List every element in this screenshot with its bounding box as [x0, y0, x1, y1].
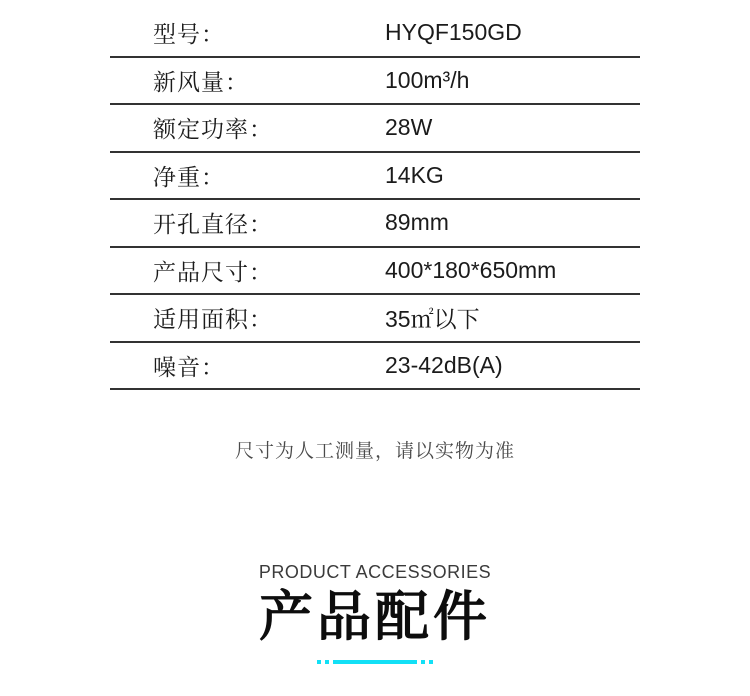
spec-row: [110, 153, 640, 201]
spec-value: 89mm: [385, 209, 449, 236]
underline-dot: [429, 660, 433, 664]
spec-value: 400*180*650mm: [385, 256, 557, 283]
spec-label: 噪音：: [153, 353, 225, 380]
underline-bar: [333, 660, 417, 664]
spec-label: 产品尺寸：: [153, 258, 273, 285]
underline-dot: [317, 660, 321, 664]
spec-row: [110, 295, 640, 343]
spec-value: 23-42dB(A): [385, 351, 503, 378]
accent-underline: [317, 660, 433, 664]
spec-label: 净重：: [153, 163, 225, 190]
spec-label: 新风量：: [153, 68, 249, 95]
spec-label: 适用面积：: [153, 306, 273, 333]
section-title: 产品配件: [259, 587, 491, 647]
spec-label: 型号：: [153, 21, 225, 48]
spec-row: [110, 58, 640, 106]
spec-row: [110, 105, 640, 153]
spec-row: [110, 10, 640, 58]
spec-value: 35㎡以下: [385, 306, 480, 333]
spec-table: [110, 10, 640, 390]
section-subtitle: PRODUCT ACCESSORIES: [258, 562, 492, 582]
spec-value: 14KG: [385, 161, 444, 188]
underline-dot: [421, 660, 425, 664]
spec-row: [110, 248, 640, 296]
spec-value: 100m³/h: [385, 66, 470, 93]
spec-row: [110, 200, 640, 248]
spec-label: 开孔直径：: [153, 211, 273, 238]
measurement-disclaimer: 尺寸为人工测量，请以实物为准: [234, 441, 515, 462]
spec-row: [110, 343, 640, 391]
spec-value: 28W: [385, 114, 433, 141]
spec-value: HYQF150GD: [385, 19, 522, 46]
spec-label: 额定功率：: [153, 116, 273, 143]
underline-dot: [325, 660, 329, 664]
